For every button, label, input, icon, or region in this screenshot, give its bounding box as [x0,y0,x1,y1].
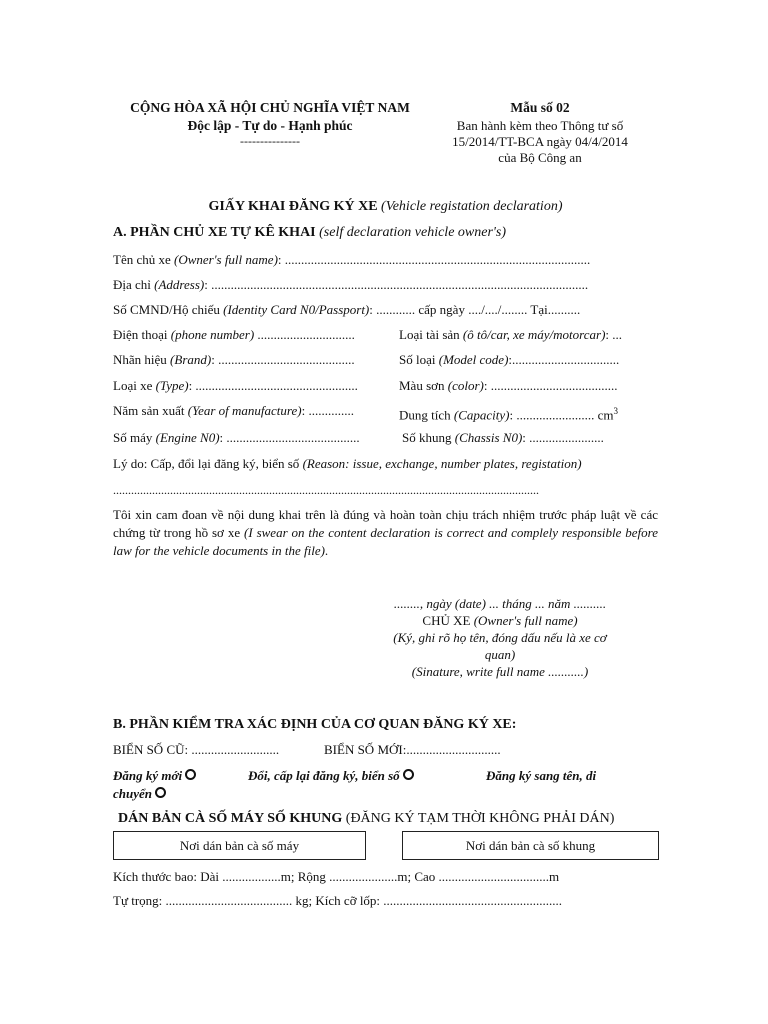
oath-paragraph [113,506,658,560]
chassis-field[interactable] [402,429,604,447]
owner-name-label: Tên chủ xe [113,252,171,267]
address-field[interactable] [113,276,588,294]
asset-type-field[interactable] [399,326,622,344]
issued-line-1: Ban hành kèm theo Thông tư số [456,118,624,133]
model-code-label: Số loại [399,352,436,367]
address-label: Địa chỉ [113,277,151,292]
brand-label-en: (Brand) [170,352,212,367]
model-code-field[interactable] [399,351,619,369]
capacity-unit-sup: 3 [613,406,618,416]
option-reissue[interactable] [248,767,414,785]
signature-note-2: quan) [484,647,516,662]
year-dots: : .............. [301,403,354,418]
chassis-dots: : ....................... [522,430,604,445]
id-label-en: (Identity Card N0/Passport) [223,302,370,317]
signature-date-b: (date) [454,596,486,611]
phone-field[interactable] [113,326,355,344]
owner-name-label-en: (Owner's full name) [174,252,278,267]
option-new-registration[interactable] [113,767,196,785]
chassis-label-en: (Chassis N0) [454,430,523,445]
year-label-en: (Year of manufacture) [187,403,302,418]
radio-circle-icon[interactable] [403,769,414,780]
new-plate-field[interactable]: BIỂN SỐ MỚI:............................. [324,742,501,757]
document-title [113,199,658,215]
asset-type-dots: : ... [605,327,623,342]
year-label: Năm sản xuất [113,403,185,418]
phone-label-en: (phone number) [170,327,255,342]
radio-circle-icon[interactable] [155,787,166,798]
vehicle-type-label-en: (Type) [155,378,189,393]
chassis-label: Số khung [402,430,452,445]
reason-dots[interactable]: .............................................................................................................................................. [113,483,539,497]
section-a-heading [113,224,506,242]
reason-field[interactable] [113,455,582,473]
option-transfer-cont[interactable] [113,785,166,803]
issued-line-2: 15/2014/TT-BCA ngày 04/4/2014 [452,134,628,149]
motto-rule: --------------- [240,134,300,148]
engine-label-en: (Engine N0) [155,430,220,445]
chassis-number-paste-box[interactable]: Nơi dán bản cà số khung [402,831,659,860]
paste-instruction-note: (ĐĂNG KÝ TẠM THỜI KHÔNG PHẢI DÁN) [345,811,615,826]
issued-line-3: của Bộ Công an [498,150,582,165]
title-vn: GIẤY KHAI ĐĂNG KÝ XE [208,199,378,214]
color-field[interactable] [399,377,618,395]
option-transfer[interactable] [486,767,596,785]
oath-end: . [324,543,329,558]
model-code-label-en: (Model code) [438,352,509,367]
owner-name-field[interactable] [113,251,590,269]
oath-en: (I swear on the content declaration is correct and complely responsible before law for the vehicle documents in the file) [113,525,659,558]
id-issue-info: : ............ cấp ngày ..../..../........ Tại.......... [369,302,581,317]
engine-number-paste-box[interactable]: Nơi dán bản cà số máy [113,831,366,860]
signature-note-3: (Sinature, write full name ...........) [411,664,589,679]
address-dots: : .................................................................................................................... [204,277,589,292]
oath-vn: Tôi xin cam đoan về nội dung khai trên là đúng và hoàn toàn chịu trách nhiệm trước pháp luật về các chứng từ trong hồ sơ xe [113,507,658,540]
engine-field[interactable] [113,429,360,447]
paste-instruction [118,810,614,828]
signature-date-a: ........, ngày [393,596,452,611]
national-motto: Độc lập - Tự do - Hạnh phúc [187,118,353,133]
option-reissue-label: Đổi, cấp lại đăng ký, biển số [248,768,400,783]
phone-label: Điện thoại [113,327,168,342]
capacity-label: Dung tích [399,407,451,423]
id-label: Số CMND/Hộ chiếu [113,302,220,317]
color-dots: : ....................................... [483,378,618,393]
country-name: CỘNG HÒA XÃ HỘI CHỦ NGHĨA VIỆT NAM [130,100,410,115]
signature-owner-line [365,613,635,629]
signature-note-1: (Ký, ghi rõ họ tên, đóng dấu nếu là xe cơ [393,630,607,645]
engine-label: Số máy [113,430,153,445]
title-en: (Vehicle registation declaration) [381,199,563,214]
section-a-heading-en: (self declaration vehicle owner's) [319,225,507,240]
phone-dots: .............................. [254,327,355,342]
engine-dots: : ......................................... [219,430,360,445]
capacity-field[interactable] [399,402,618,423]
vehicle-type-label: Loại xe [113,378,153,393]
vehicle-type-field[interactable] [113,377,358,395]
brand-field[interactable] [113,351,355,369]
model-code-dots: :................................. [508,352,620,367]
asset-type-label: Loại tài sản [399,327,460,342]
section-b-heading: B. PHẦN KIỂM TRA XÁC ĐỊNH CỦA CƠ QUAN ĐĂNG KÝ XE: [113,717,517,732]
signature-owner-en: (Owner's full name) [473,613,578,628]
radio-circle-icon[interactable] [185,769,196,780]
weight-tire-field[interactable]: Tự trọng: ....................................... kg; Kích cỡ lốp: ....................................................... [113,893,563,908]
dimensions-field[interactable]: Kích thước bao: Dài ..................m; Rộng .....................m; Cao ..................................m [113,869,560,884]
capacity-dots: : ........................ cm [509,407,614,423]
reason-label-en: (Reason: issue, exchange, number plates, registation) [302,456,582,471]
brand-dots: : .......................................... [211,352,355,367]
signature-date-line [365,596,635,612]
signature-date-c: ... tháng ... năm .......... [489,596,607,611]
color-label: Màu sơn [399,378,445,393]
asset-type-label-en: (ô tô/car, xe máy/motorcar) [462,327,606,342]
vehicle-type-dots: : .................................................. [188,378,358,393]
brand-label: Nhãn hiệu [113,352,167,367]
id-field[interactable] [113,301,580,319]
capacity-label-en: (Capacity) [453,407,510,423]
option-new-label: Đăng ký mới [113,768,183,783]
signature-owner-vn: CHỦ XE [422,613,471,628]
option-transfer-label: Đăng ký sang tên, di [486,768,597,783]
section-a-heading-vn: A. PHẦN CHỦ XE TỰ KÊ KHAI [113,225,316,240]
year-field[interactable] [113,402,354,420]
old-plate-field[interactable]: BIỂN SỐ CŨ: ........................... [113,742,280,757]
reason-label: Lý do: Cấp, đổi lại đăng ký, biển số [113,456,300,471]
owner-name-dots: : .............................................................................................. [277,252,591,267]
color-label-en: (color) [447,378,484,393]
form-number: Mẫu số 02 [510,100,570,115]
paste-instruction-bold: DÁN BẢN CÀ SỐ MÁY SỐ KHUNG [118,811,343,826]
address-label-en: (Address) [154,277,205,292]
option-transfer-label-cont: chuyển [113,786,152,801]
